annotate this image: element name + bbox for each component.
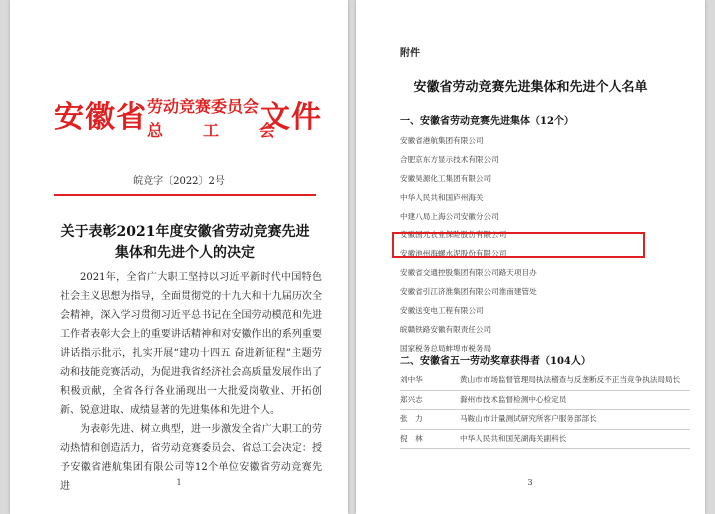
list-item: 国家税务总局蚌埠市税务局 <box>400 343 492 353</box>
section-heading-collectives: 一、安徽省劳动竞赛先进集体（12个） <box>400 116 574 127</box>
person-position: 中华人民共和国芜湖海关副科长 <box>460 433 567 443</box>
decision-body <box>60 268 322 496</box>
person-position: 马鞍山市计量测试研究所客户服务部部长 <box>460 414 597 423</box>
list-title: 安徽省劳动竞赛先进集体和先进个人名单 <box>413 80 648 95</box>
header-committee: 劳动竞赛委员会 <box>147 97 260 116</box>
annex-label: 附件 <box>400 48 420 59</box>
red-header <box>54 92 324 152</box>
page-number: 1 <box>176 478 182 487</box>
person-name: 倪 林 <box>400 433 423 443</box>
header-org-name: 安徽省 <box>54 100 147 135</box>
page-number: 3 <box>527 478 533 487</box>
list-item: 安徽省引江济淮集团有限公司淮南建管处 <box>400 287 537 297</box>
red-divider <box>54 194 316 196</box>
header-doc-word: 文件 <box>260 100 322 135</box>
decision-title: 关于表彰2021年度安徽省劳动竞赛先进集体和先进个人的决定 <box>60 224 310 261</box>
medal-winner-table <box>400 371 690 449</box>
list-item: 安徽国元农业保险股份有限公司 <box>400 230 507 240</box>
table-row <box>400 371 690 390</box>
header-union: 总 工 会 <box>147 121 288 140</box>
right-document-page <box>356 0 705 514</box>
list-item: 安徽昊源化工集团有限公司 <box>400 173 492 183</box>
person-position: 黄山市市场监督管理局执法稽查与反垄断反不正当竞争执法局局长 <box>460 375 681 384</box>
table-row <box>400 410 690 430</box>
person-position: 滁州市技术监督检测中心检定员 <box>460 394 567 404</box>
highlight-box <box>392 232 645 258</box>
list-item: 安徽送变电工程有限公司 <box>400 306 484 316</box>
list-item: 合肥京东方显示技术有限公司 <box>400 154 499 164</box>
list-item: 中华人民共和国庐州海关 <box>400 192 484 202</box>
person-name: 张 力 <box>400 414 423 423</box>
person-name: 郑兴志 <box>400 394 423 404</box>
table-row <box>400 390 690 410</box>
list-item: 安徽省港航集团有限公司 <box>400 136 484 145</box>
document-number: 皖竞字〔2022〕2号 <box>133 176 225 187</box>
list-item-highlighted: 安徽池州海螺水泥股份有限公司 <box>400 249 507 259</box>
list-item: 皖赣铁路安徽有限责任公司 <box>400 324 492 334</box>
table-row <box>400 429 690 449</box>
body-paragraph: 为表彰先进、树立典型，进一步激发全省广大职工的劳动热情和创造活力，省劳动竞赛委员会、省总工会决定：授予安徽省港航集团有限公司等12个单位安徽省劳动竞赛先进 <box>60 424 322 492</box>
body-paragraph: 2021年，全省广大职工坚持以习近平新时代中国特色社会主义思想为指导，全面贯彻党的十九大和十九届历次全会精神，深入学习贯彻习近平总书记在全国劳动模范和先进工作者表彰大会上的重要讲话精神和对安徽作出的系列重要讲话指示批示，扎实开展“建功十四五 奋进新征程”主题劳动和技能竞赛活动，为促进我省经济社会高质量发展作出了积极贡献，全省各行各业涌现出一大批爱岗敬业、开拓创新、锐意进取、成绩显著的先进集体和先进个人。 <box>60 272 322 416</box>
list-item: 中建八局上海公司安徽分公司 <box>400 211 499 221</box>
left-document-page <box>10 0 348 514</box>
list-item: 安徽省交通控股集团有限公司路天项目办 <box>400 268 537 278</box>
section-heading-medal-winners: 二、安徽省五一劳动奖章获得者（104人） <box>400 356 591 367</box>
person-name: 刘中华 <box>400 375 423 384</box>
